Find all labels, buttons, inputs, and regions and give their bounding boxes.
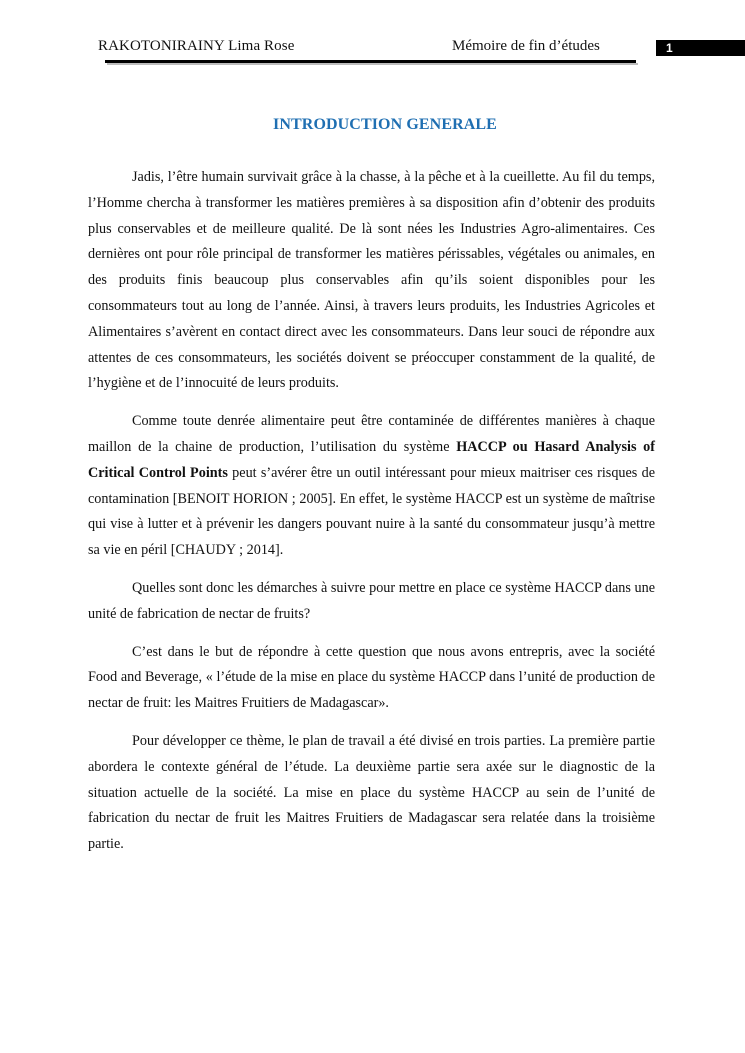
paragraph-2-text-b: peut s’avérer être un outil intéressant pour mieux maitriser ces risques de contamination [BENOIT HORION ; 2005]. En effet, le système HACCP est un système de maîtrise qui vise à lutter et à prévenir les dangers pouvant nuire à la santé du consommateur jusqu’à mettre sa vie en péril [CHAUDY ; 2014].: [88, 464, 655, 559]
document-body: [88, 165, 655, 870]
paragraph-3: Quelles sont donc les démarches à suivre pour mettre en place ce système HACCP dans une unité de fabrication de nectar de fruits?: [88, 579, 655, 622]
paragraph-2: [88, 409, 655, 564]
section-heading: INTRODUCTION GENERALE: [273, 116, 497, 133]
paragraph-2-text-a: Comme toute denrée alimentaire peut être contaminée de différentes manières à chaque maillon de la chaine de production, l’utilisation du système: [88, 413, 655, 455]
header-document-title: Mémoire de fin d’études: [452, 38, 600, 54]
header-author: RAKOTONIRAINY Lima Rose: [98, 38, 295, 54]
page-number-badge: 1: [656, 40, 745, 56]
paragraph-2-bold-term: HACCP ou Hasard Analysis of Critical Control Points: [88, 438, 656, 481]
page-header: [0, 0, 745, 80]
paragraph-5: Pour développer ce thème, le plan de travail a été divisé en trois parties. La première partie abordera le contexte général de l’étude. La deuxième partie sera axée sur le diagnostic de la situation actuelle de la société. La mise en place du système HACCP au sein de l’unité de fabrication du nectar de fruit les Maitres Fruitiers de Madagascar sera relatée dans la troisième partie.: [88, 732, 655, 853]
paragraph-1: Jadis, l’être humain survivait grâce à la chasse, à la pêche et à la cueillette. Au fil du temps, l’Homme chercha à transformer les matières premières à sa disposition afin d’obtenir des produits plus conservables et de meilleure qualité. De là sont nées les Industries Agro-alimentaires. Ces dernières ont pour rôle principal de transformer les matières périssables, végétales ou animales, en des produits finis beaucoup plus conservables afin qu’ils soient disponibles pour les consommateurs tout au long de l’année. Ainsi, à travers leurs produits, les Industries Agricoles et Alimentaires s’avèrent en contact direct avec les consommateurs. Dans leur souci de répondre aux attentes de ces consommateurs, les sociétés doivent se préoccuper constamment de la qualité, de l’hygiène et de l’innocuité de leurs produits.: [88, 169, 655, 392]
header-rule-shadow: [107, 63, 638, 65]
paragraph-4: C’est dans le but de répondre à cette question que nous avons entrepris, avec la société Food and Beverage, « l’étude de la mise en place du système HACCP dans l’unité de production de nectar de fruit: les Maitres Fruitiers de Madagascar».: [88, 643, 655, 712]
